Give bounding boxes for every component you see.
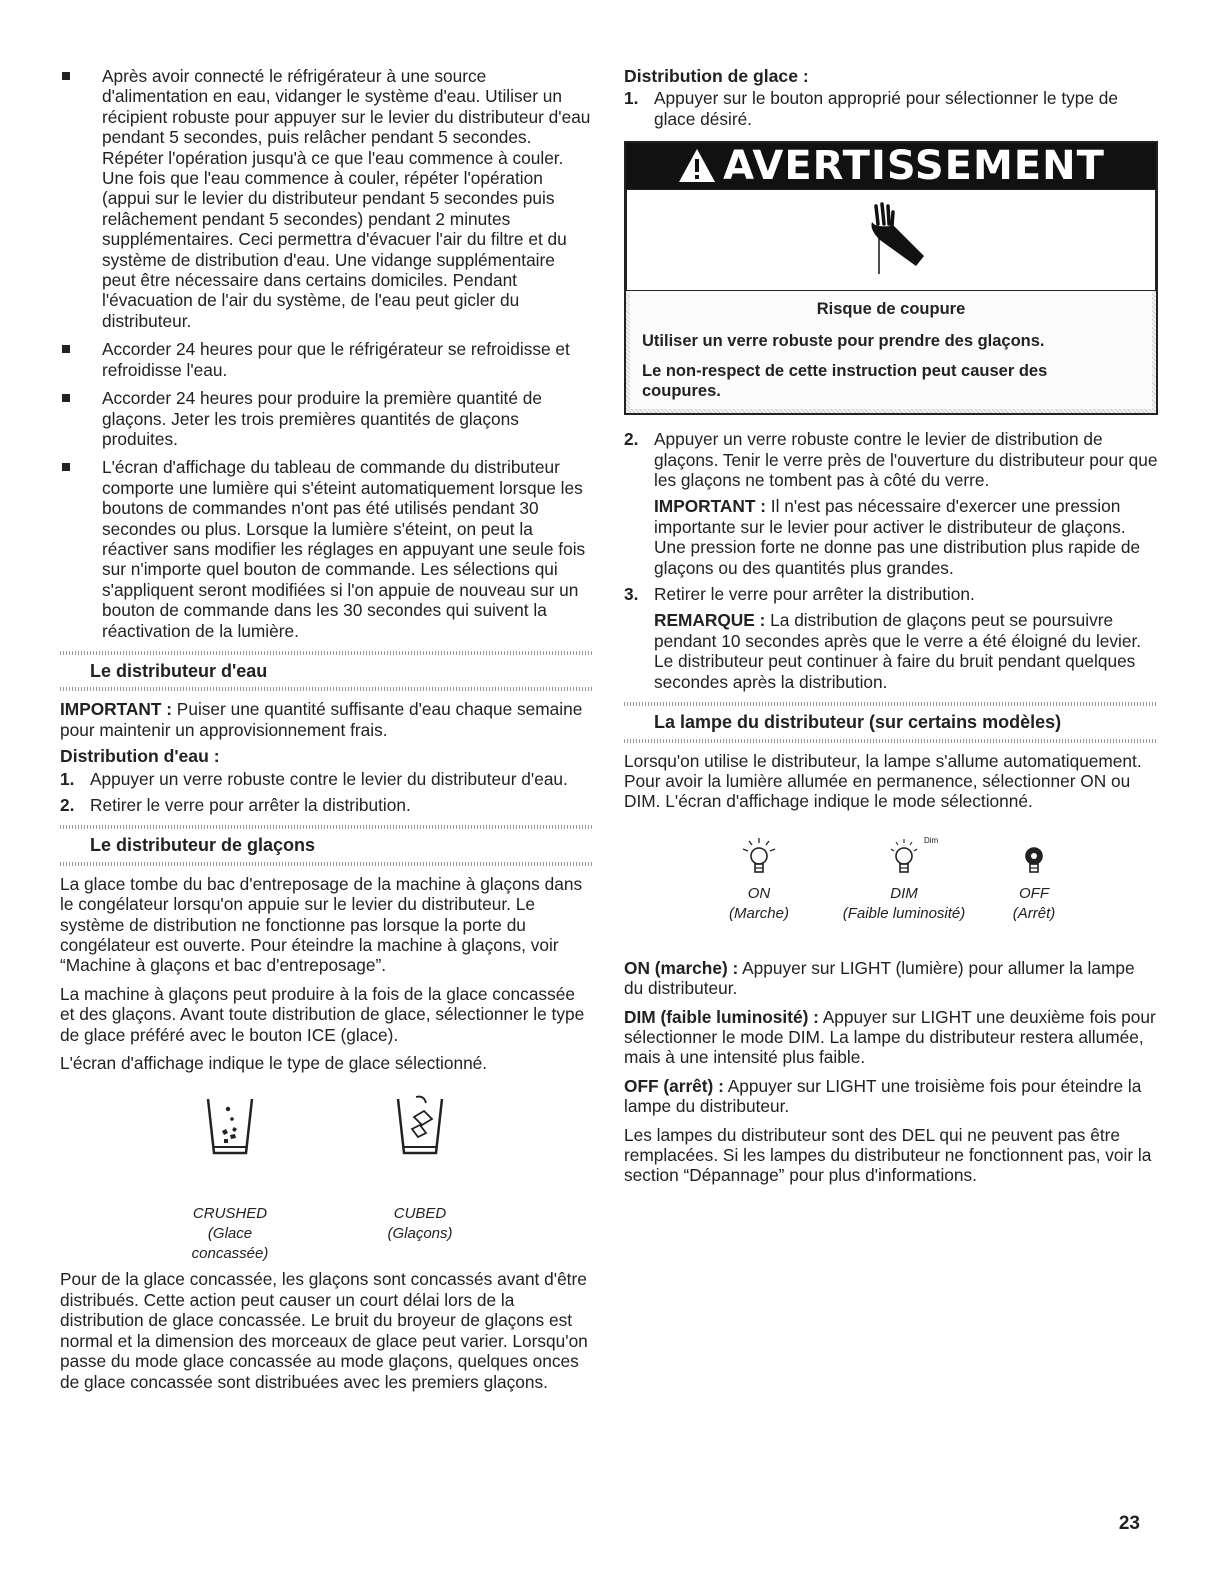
cubed-ice-icon (394, 1095, 446, 1159)
right-column (624, 66, 1158, 1186)
ice-step-3 (624, 584, 1158, 692)
warning-text (630, 291, 1152, 409)
ice-step-2 (624, 429, 1158, 578)
important-text: Il n'est pas nécessaire d'exercer une pression importante sur le levier pour activer le distributeur de glaçons. Une pression forte ne donne pas une distribution plus rapide de glaçons ou des quantités plus grandes. (654, 496, 1141, 578)
water-dispenser-heading: Le distributeur d'eau (60, 651, 592, 691)
off-desc-label: OFF (arrêt) : (624, 1075, 724, 1096)
lamp-heading: La lampe du distributeur (sur certains modèles) (624, 702, 1158, 742)
warning-line-1: Utiliser un verre robuste pour prendre des glaçons. (642, 332, 1045, 351)
lamp-on-option (684, 836, 834, 924)
note-label: REMARQUE : (654, 610, 766, 631)
water-important-text: Puiser une quantité suffisante d'eau chaque semaine pour maintenir un approvisionnement frais. (60, 699, 583, 740)
ice-dispensing-subheading: Distribution de glace : (624, 66, 809, 86)
cut-hazard-icon (846, 200, 936, 280)
lamp-on-description (624, 958, 1158, 999)
dim-desc-text: Appuyer sur LIGHT une deuxième fois pour sélectionner le mode DIM. La lampe du distributeur restera allumée, mais à une intensité plus faible. (624, 1006, 1156, 1068)
warning-icon-panel (626, 189, 1156, 291)
dim-desc-label: DIM (faible luminosité) : (624, 1006, 819, 1027)
left-column (60, 66, 592, 1392)
warning-triangle-icon (677, 146, 717, 186)
water-important (60, 699, 592, 740)
important-label: IMPORTANT : (654, 496, 766, 517)
water-dispensing-subheading: Distribution d'eau : (60, 746, 220, 767)
step-text: Appuyer un verre robuste contre le levier de distribution de glaçons. Tenir le verre près de l'ouverture du distributeur pour que les glaçons ne tombent pas à côté du verre. (654, 429, 1158, 491)
water-important-label: IMPORTANT : (60, 699, 172, 720)
step-text: Appuyer sur le bouton approprié pour sélectionner le type de glace désiré. (654, 88, 1119, 129)
step-number: 2. (60, 795, 75, 815)
page-number: 23 (1118, 1513, 1140, 1534)
step-text: Retirer le verre pour arrêter la distribution. (654, 584, 975, 605)
bullet-flush-water: Après avoir connecté le réfrigérateur à une source d'alimentation en eau, vidanger le système d'eau. Utiliser un récipient robuste pour appuyer sur le levier du distributeur d'eau pendant 5 secondes, puis relâcher pendant 5 secondes. Répéter l'opération jusqu'à ce que l'eau commence à couler. Une fois que l'eau commence à couler, répéter l'opération (appui sur le levier du distributeur pendant 5 secondes puis relâchement pendant 5 secondes) pendant 2 minutes supplémentaires. Ceci permettra d'évacuer l'air du filtre et du système de distribution d'eau. Une vidange supplémentaire peut être nécessaire dans certains domiciles. Pendant l'évacuation de l'air du système, de l'eau peut gicler du distributeur. (60, 66, 592, 331)
crushed-ice-option (170, 1095, 290, 1263)
light-off-icon (1014, 836, 1054, 880)
lamp-off-option (974, 836, 1094, 924)
lamp-dim-option (824, 836, 984, 924)
dim-icon-wrap (884, 835, 939, 884)
off-desc-text: Appuyer sur LIGHT une troisième fois pour éteindre la lampe du distributeur. (624, 1075, 1142, 1117)
warning-title-bar (626, 143, 1156, 189)
step-text: Appuyer un verre robuste contre le levier du distributeur d'eau. (90, 768, 568, 789)
water-step-1 (60, 769, 592, 789)
lamp-dim-description (624, 1007, 1158, 1068)
dim-sub: (Faible luminosité) (842, 905, 966, 923)
step-important (654, 496, 1158, 578)
warning-box (624, 141, 1158, 415)
crushed-ice-icon (204, 1095, 256, 1159)
bullet-cool-24h: Accorder 24 heures pour que le réfrigérateur se refroidisse et refroidisse l'eau. (60, 339, 592, 380)
dim-small-label: Dim (924, 835, 939, 845)
step-text: Retirer le verre pour arrêter la distribution. (90, 795, 411, 815)
cubed-sub: (Glaçons) (387, 1224, 453, 1242)
warning-line-2: Le non-respect de cette instruction peut causer des coupures. (642, 362, 1048, 401)
lamp-intro: Lorsqu'on utilise le distributeur, la lampe s'allume automatiquement. Pour avoir la lumière allumée en permanence, sélectionner ON ou DIM. L'écran d'affichage indique le mode sélectionné. (624, 750, 1142, 812)
ice-step-1 (624, 88, 1158, 129)
crushed-sub: (Glace concassée) (191, 1224, 269, 1262)
bullet-display-light: L'écran d'affichage du tableau de commande du distributeur comporte une lumière qui s'éteint automatiquement lorsque les boutons de commandes n'ont pas été utilisés pendant 30 secondes ou plus. Lorsque la lumière s'éteint, on peut la réactiver sans modifier les réglages en appuyant une seule fois sur n'importe quel bouton de commande. Les sélections qui s'appliquent seront modifiées si l'on appuie de nouveau sur un bouton de commande dans les 30 secondes qui suivent la réactivation de la lumière. (60, 457, 592, 641)
off-sub: (Arrêt) (1012, 905, 1056, 923)
water-step-2 (60, 795, 592, 815)
on-label: ON (747, 885, 771, 903)
step-number: 1. (60, 768, 75, 789)
bullet-first-ice: Accorder 24 heures pour produire la première quantité de glaçons. Jeter les trois premières quantités de glaçons produites. (60, 388, 592, 449)
ice-paragraph-1: La glace tombe du bac d'entreposage de la machine à glaçons dans le congélateur lorsqu'on appuie sur le levier du distributeur. Le système de distribution ne fonctionne pas lorsque la porte du congélateur est ouverte. Pour éteindre la machine à glaçons, voir “Machine à glaçons et bac d'entreposage”. (60, 873, 583, 976)
light-dim-icon (884, 836, 924, 880)
on-sub: (Marche) (728, 905, 789, 923)
on-desc-label: ON (marche) : (624, 957, 739, 978)
cubed-label: CUBED (393, 1204, 447, 1222)
lamp-off-description (624, 1076, 1158, 1117)
warning-risk: Risque de coupure (816, 300, 966, 319)
lamp-mode-icons (624, 826, 1158, 958)
ice-type-icons (60, 1087, 592, 1269)
lamp-final-paragraph: Les lampes du distributeur sont des DEL qui ne peuvent pas être remplacées. Si les lampes du distributeur ne fonctionnent pas, voir la section “Dépannage” pour plus d'informations. (624, 1124, 1152, 1186)
light-on-icon (739, 836, 779, 880)
off-label: OFF (1019, 885, 1049, 903)
ice-paragraph-3: L'écran d'affichage indique le type de glace sélectionné. (60, 1053, 488, 1074)
cubed-ice-option (360, 1095, 480, 1243)
note-text: La distribution de glaçons peut se poursuivre pendant 10 secondes après que le verre a été éloigné du levier. Le distributeur peut continuer à faire du bruit pendant quelques secondes après la distribution. (654, 610, 1142, 692)
ice-dispenser-heading: Le distributeur de glaçons (60, 825, 592, 865)
ice-final-paragraph: Pour de la glace concassée, les glaçons sont concassés avant d'être distribués. Cette action peut causer un court délai lors de la distribution de glace concassée. Le bruit du broyeur de glaçons est normal et la dimension des morceaux de glace peut varier. Lorsqu'on passe du mode glace concassée au mode glaçons, quelques onces de glace concassée sont distribuées avec les premiers glaçons. (60, 1269, 588, 1392)
step-number: 3. (624, 584, 639, 605)
crushed-label: CRUSHED (192, 1204, 268, 1222)
step-note (654, 610, 1158, 692)
ice-paragraph-2: La machine à glaçons peut produire à la fois de la glace concassée et des glaçons. Avant toute distribution de glace, sélectionner le type de glace préféré avec le bouton ICE (glace). (60, 983, 585, 1045)
warning-title: AVERTISSEMENT (723, 143, 1105, 190)
step-number: 2. (624, 429, 639, 450)
step-number: 1. (624, 88, 639, 109)
dim-label: DIM (890, 885, 918, 903)
on-desc-text: Appuyer sur LIGHT (lumière) pour allumer la lampe du distributeur. (624, 957, 1135, 999)
